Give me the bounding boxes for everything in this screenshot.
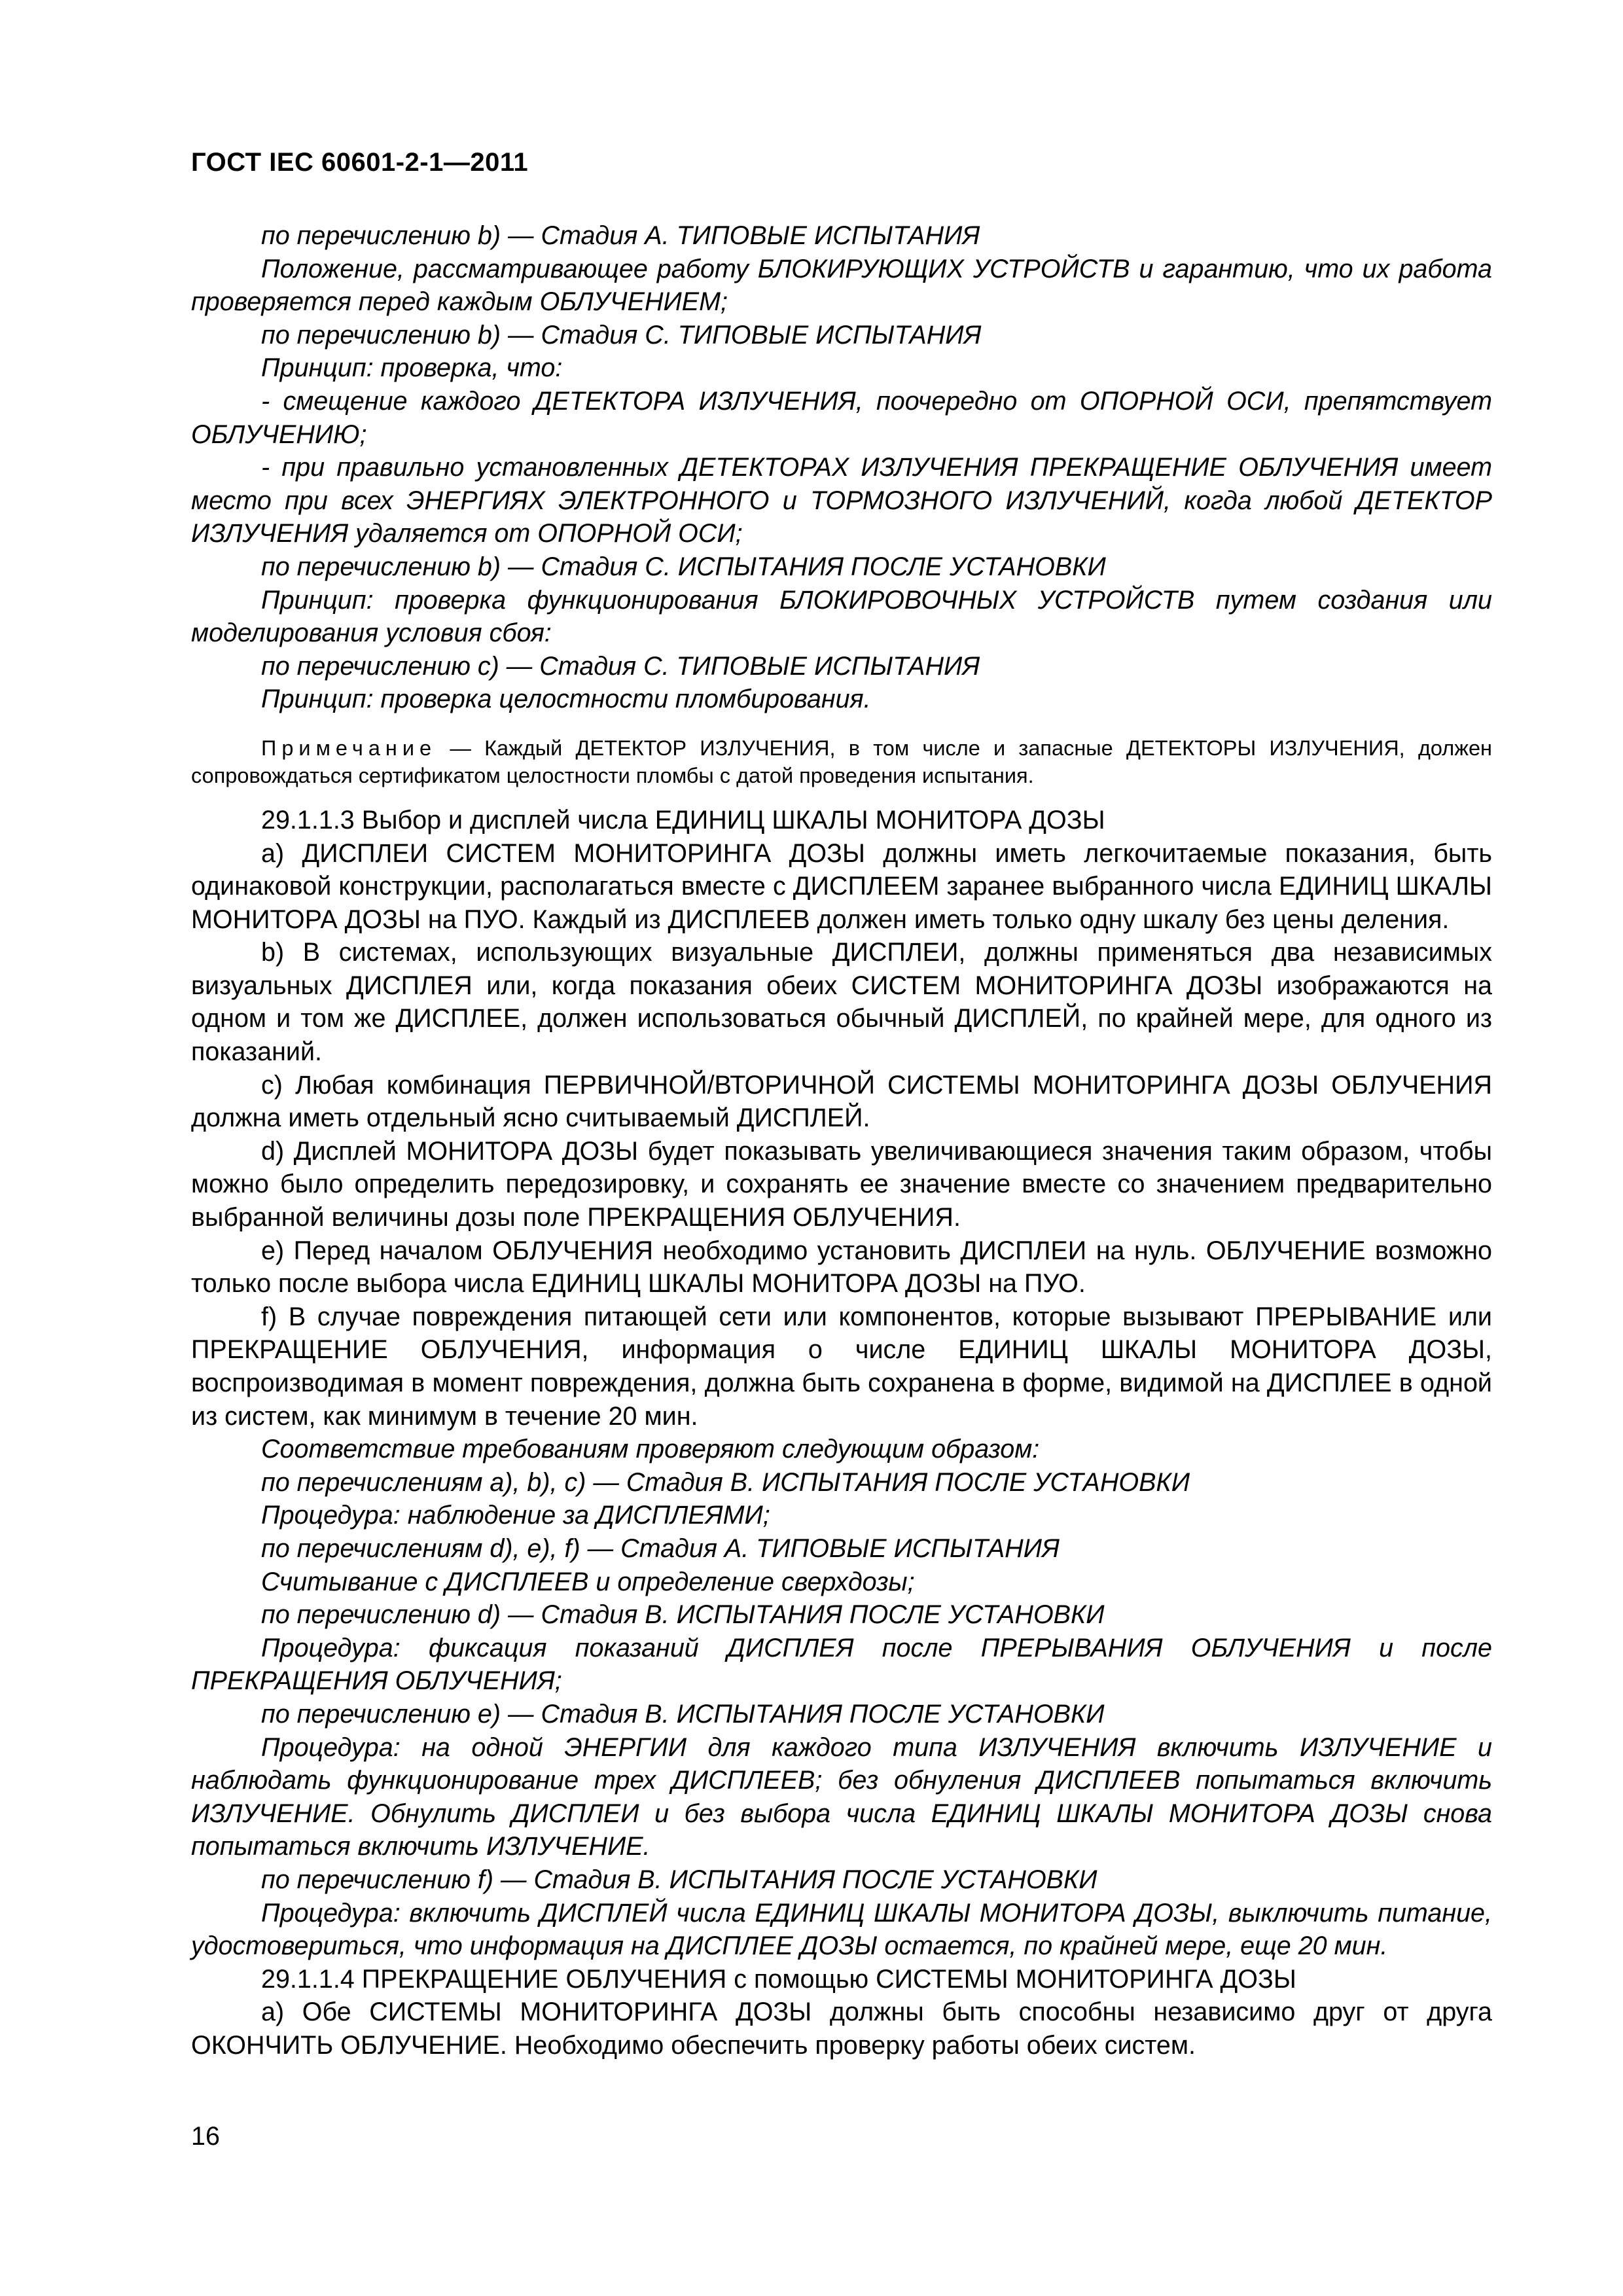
paragraph: а) ДИСПЛЕИ СИСТЕМ МОНИТОРИНГА ДОЗЫ должны иметь легкочитаемые показания, быть одинаковой конструкции, располагаться вместе с ДИСПЛЕЕМ заранее выбранного числа ЕДИНИЦ ШКАЛЫ МОНИТОРА ДОЗЫ на ПУО. Каждый из ДИСПЛЕЕВ должен иметь только одну шкалу без цены деления. [191, 838, 1492, 934]
paragraph: по перечислению b) — Стадия А. ТИПОВЫЕ ИСПЫТАНИЯ [261, 221, 980, 250]
paragraph: - смещение каждого ДЕТЕКТОРА ИЗЛУЧЕНИЯ, поочередно от ОПОРНОЙ ОСИ, препятствует ОБЛУЧЕНИЮ; [191, 386, 1492, 449]
paragraph: Процедура: наблюдение за ДИСПЛЕЯМИ; [261, 1501, 770, 1530]
paragraph: Принцип: проверка, что: [261, 353, 563, 383]
section-heading: 29.1.1.4 ПРЕКРАЩЕНИЕ ОБЛУЧЕНИЯ с помощью СИСТЕМЫ МОНИТОРИНГА ДОЗЫ [261, 1964, 1296, 1994]
document-body [191, 219, 1492, 2062]
paragraph: Процедура: фиксация показаний ДИСПЛЕЯ после ПРЕРЫВАНИЯ ОБЛУЧЕНИЯ и после ПРЕКРАЩЕНИЯ ОБЛУЧЕНИЯ; [191, 1633, 1492, 1696]
note [191, 734, 1492, 789]
paragraph: с) Любая комбинация ПЕРВИЧНОЙ/ВТОРИЧНОЙ СИСТЕМЫ МОНИТОРИНГА ДОЗЫ ОБЛУЧЕНИЯ должна иметь отдельный ясно считываемый ДИСПЛЕЙ. [191, 1070, 1492, 1133]
paragraph: Положение, рассматривающее работу БЛОКИРУЮЩИХ УСТРОЙСТВ и гарантию, что их работа проверяется перед каждым ОБЛУЧЕНИЕМ; [191, 254, 1492, 317]
paragraph: Процедура: на одной ЭНЕРГИИ для каждого типа ИЗЛУЧЕНИЯ включить ИЗЛУЧЕНИЕ и наблюдать функционирование трех ДИСПЛЕЕВ; без обнуления ДИСПЛЕЕВ попытаться включить ИЗЛУЧЕНИЕ. Обнулить ДИСПЛЕИ и без выбора числа ЕДИНИЦ ШКАЛЫ МОНИТОРА ДОЗЫ снова попытаться включить ИЗЛУЧЕНИЕ. [191, 1732, 1492, 1861]
paragraph: по перечислению b) — Стадия С. ИСПЫТАНИЯ ПОСЛЕ УСТАНОВКИ [261, 552, 1106, 581]
paragraph: е) Перед началом ОБЛУЧЕНИЯ необходимо установить ДИСПЛЕИ на нуль. ОБЛУЧЕНИЕ возможно только после выбора числа ЕДИНИЦ ШКАЛЫ МОНИТОРА ДОЗЫ на ПУО. [191, 1236, 1492, 1299]
paragraph: по перечислению b) — Стадия С. ТИПОВЫЕ ИСПЫТАНИЯ [261, 320, 982, 350]
paragraph: b) В системах, использующих визуальные ДИСПЛЕИ, должны применяться два независимых визуальных ДИСПЛЕЯ или, когда показания обеих СИСТЕМ МОНИТОРИНГА ДОЗЫ изображаются на одном и том же ДИСПЛЕЕ, должен использоваться обычный ДИСПЛЕЙ, по крайней мере, для одного из показаний. [191, 938, 1492, 1067]
paragraph: а) Обе СИСТЕМЫ МОНИТОРИНГА ДОЗЫ должны быть способны независимо друг от друга ОКОНЧИТЬ ОБЛУЧЕНИЕ. Необходимо обеспечить проверку работы обеих систем. [191, 1998, 1492, 2060]
paragraph: Принцип: проверка функционирования БЛОКИРОВОЧНЫХ УСТРОЙСТВ путем создания или моделирования условия сбоя: [191, 585, 1492, 648]
paragraph: Соответствие требованиям проверяют следующим образом: [261, 1435, 1040, 1464]
paragraph: по перечислениям d), е), f) — Стадия А. ТИПОВЫЕ ИСПЫТАНИЯ [261, 1534, 1060, 1563]
paragraph: d) Дисплей МОНИТОРА ДОЗЫ будет показывать увеличивающиеся значения таким образом, чтобы можно было определить передозировку, и сохранять ее значение вместе со значением предварительно выбранной величины дозы поле ПРЕКРАЩЕНИЯ ОБЛУЧЕНИЯ. [191, 1136, 1492, 1232]
paragraph: по перечислению d) — Стадия В. ИСПЫТАНИЯ ПОСЛЕ УСТАНОВКИ [261, 1600, 1105, 1630]
paragraph: Процедура: включить ДИСПЛЕЙ числа ЕДИНИЦ ШКАЛЫ МОНИТОРА ДОЗЫ, выключить питание, удостовериться, что информация на ДИСПЛЕЕ ДОЗЫ остается, по крайней мере, еще 20 мин. [191, 1898, 1492, 1961]
paragraph: Считывание с ДИСПЛЕЕВ и определение сверхдозы; [261, 1567, 915, 1596]
paragraph: по перечислениям а), b), с) — Стадия В. ИСПЫТАНИЯ ПОСЛЕ УСТАНОВКИ [261, 1467, 1190, 1497]
note-text: — Каждый ДЕТЕКТОР ИЗЛУЧЕНИЯ, в том числе и запасные ДЕТЕКТОРЫ ИЗЛУЧЕНИЯ, должен сопровождаться сертификатом целостности пломбы с датой проведения испытания. [191, 736, 1492, 787]
paragraph: f) В случае повреждения питающей сети или компонентов, которые вызывают ПРЕРЫВАНИЕ или ПРЕКРАЩЕНИЕ ОБЛУЧЕНИЯ, информация о числе ЕДИНИЦ ШКАЛЫ МОНИТОРА ДОЗЫ, воспроизводимая в момент повреждения, должна быть сохранена в форме, видимой на ДИСПЛЕЕ в одной из систем, как минимум в течение 20 мин. [191, 1302, 1492, 1431]
paragraph: по перечислению с) — Стадия С. ТИПОВЫЕ ИСПЫТАНИЯ [261, 651, 980, 681]
paragraph: по перечислению е) — Стадия В. ИСПЫТАНИЯ ПОСЛЕ УСТАНОВКИ [261, 1699, 1105, 1729]
page-number: 16 [191, 2122, 220, 2151]
paragraph: - при правильно установленных ДЕТЕКТОРАХ ИЗЛУЧЕНИЯ ПРЕКРАЩЕНИЕ ОБЛУЧЕНИЯ имеет место при всех ЭНЕРГИЯХ ЭЛЕКТРОННОГО и ТОРМОЗНОГО ИЗЛУЧЕНИЙ, когда любой ДЕТЕКТОР ИЗЛУЧЕНИЯ удаляется от ОПОРНОЙ ОСИ; [191, 453, 1492, 548]
paragraph: Принцип: проверка целостности пломбирования. [261, 685, 871, 714]
note-label: Примечание [261, 736, 437, 760]
paragraph: по перечислению f) — Стадия В. ИСПЫТАНИЯ ПОСЛЕ УСТАНОВКИ [261, 1865, 1097, 1894]
document-header: ГОСТ IEC 60601-2-1—2011 [191, 148, 529, 177]
section-heading: 29.1.1.3 Выбор и дисплей числа ЕДИНИЦ ШКАЛЫ МОНИТОРА ДОЗЫ [261, 805, 1105, 834]
